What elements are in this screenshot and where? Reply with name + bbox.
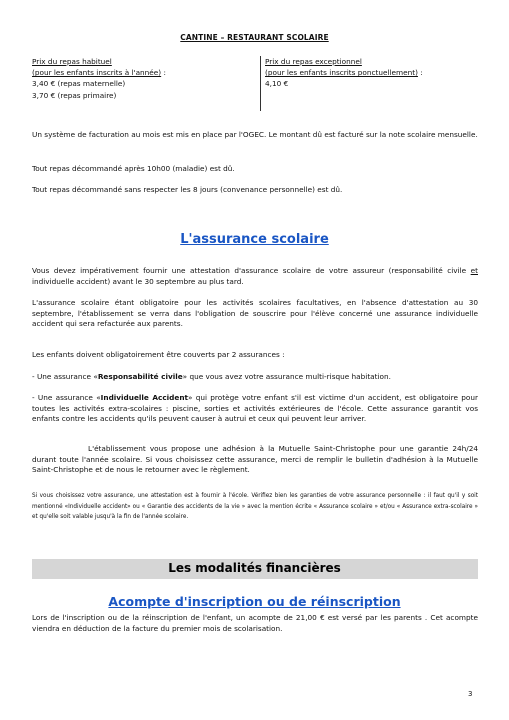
habituel-cell — [30, 56, 261, 111]
para4-text-b: » que vous avez votre assurance multi-risque habitation. — [182, 372, 391, 381]
para5-text-a: - Une assurance « — [32, 393, 101, 402]
price-primaire: 3,70 € (repas primaire) — [32, 90, 117, 100]
assurance-paragraph-5 — [32, 393, 478, 425]
exceptionnel-cell — [261, 56, 475, 111]
cancel-personal-paragraph: Tout repas décommandé sans respecter les 8 jours (convenance personnelle) est dû. — [32, 185, 343, 194]
para5-bold: Individuelle Accident — [100, 393, 189, 402]
assurance-paragraph-3: Les enfants doivent obligatoirement être couverts par 2 assurances : — [32, 350, 285, 359]
page-number: 3 — [468, 690, 473, 698]
cantine-title: CANTINE – RESTAURANT SCOLAIRE — [180, 33, 329, 42]
price-maternelle: 3,40 € (repas maternelle) — [32, 79, 126, 89]
meal-price-table — [30, 56, 474, 111]
assurance-paragraph-4 — [32, 372, 478, 383]
para4-text-a: - Une assurance « — [32, 372, 98, 381]
assurance-paragraph-2: L'assurance scolaire étant obligatoire pour les activités scolaires facultatives, en l'absence d'attestation au 30 septembre, l'établissement se verra dans l'obligation de souscrire pour l'élève concerné une assurance individuelle accident qui sera refacturée aux parents. — [32, 298, 478, 329]
price-exceptionnel: 4,10 € — [265, 79, 289, 89]
para4-bold: Responsabilité civile — [97, 372, 183, 381]
modalites-title: Les modalités financières — [168, 561, 341, 575]
para1-text-a: Vous devez impérativement fournir une attestation d'assurance scolaire de votre assureur (responsabilité civile — [32, 266, 471, 275]
billing-paragraph: Un système de facturation au mois est mis en place par l'OGEC. Le montant dû est facturé sur la note scolaire mensuelle. — [32, 130, 478, 139]
cancel-illness-paragraph: Tout repas décommandé après 10h00 (maladie) est dû. — [32, 164, 235, 173]
assurance-title: L'assurance scolaire — [180, 232, 329, 247]
exceptionnel-sublabel-line — [265, 67, 474, 78]
habituel-sublabel-line — [32, 67, 260, 78]
para1-text-b: individuelle accident) avant le 30 septembre au plus tard. — [32, 276, 244, 286]
exceptionnel-sublabel-suffix: : — [417, 68, 423, 78]
acompte-title: Acompte d'inscription ou de réinscription — [108, 594, 401, 609]
acompte-paragraph: Lors de l'inscription ou de la réinscription de l'enfant, un acompte de 21,00 € est versé par les parents . Cet acompte viendra en déduction de la facture du premier mois de scolarisation. — [32, 613, 478, 633]
para5-text-b: » qui protège votre enfant s'il est victime d'un accident, est obligatoire pour toutes les activités extra-scolaires : piscine, sorties et activités extérieures de l'école. Cette assurance garantit vos enfants contre les accidents qu'ils peuvent causer à autrui et ceux qui peuvent leur arriver. — [32, 393, 478, 424]
exceptionnel-label: Prix du repas exceptionnel — [265, 57, 362, 66]
habituel-sublabel: (pour les enfants inscrits à l'année) — [32, 68, 162, 78]
para1-et: et — [470, 266, 478, 275]
assurance-paragraph-6: L'établissement vous propose une adhésion à la Mutuelle Saint-Christophe pour une garantie 24h/24 durant toute l'année scolaire. Si vous choisissez cette assurance, merci de remplir le bulletin d'adhésion à la Mutuelle Saint-Christophe et de nous le retourner avec le règlement. — [32, 444, 478, 475]
habituel-label: Prix du repas habituel — [32, 57, 112, 66]
assurance-paragraph-1 — [32, 266, 478, 287]
exceptionnel-sublabel: (pour les enfants inscrits ponctuellement) — [265, 68, 418, 78]
habituel-sublabel-suffix: : — [161, 68, 166, 78]
assurance-note: Si vous choisissez votre assurance, une attestation est à fournir à l'école. Vérifiez bien les garanties de votre assurance personnelle : il faut qu'il y soit mentionné «Individuelle accident» ou « Garantie des accidents de la vie » avec la mention écrite « Assurance scolaire » et/ou « Assurance extra-scolaire » et qu'elle soit valable jusqu'à la fin de l'année scolaire. — [32, 493, 478, 521]
